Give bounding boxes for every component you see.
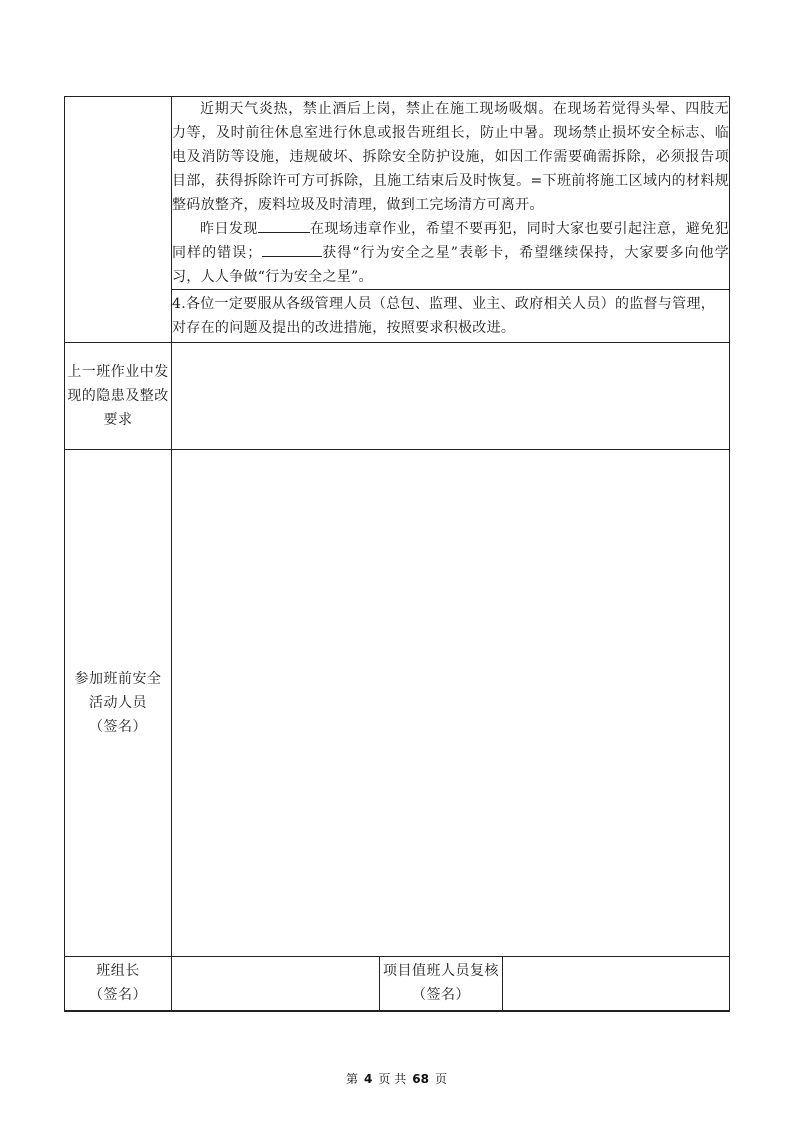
participants-row	[65, 450, 730, 957]
participants-label-line-3: （签名）	[89, 719, 147, 735]
notes-paragraph-2-c: 获得“行为安全之星”表彰卡，希望继续保持，大家要多向他学习，人人争做“行为安全之星”。	[172, 245, 729, 285]
notes-paragraph-1: 近期天气炎热，禁止酒后上岗，禁止在施工现场吸烟。在现场若觉得头晕、四肢无力等，及时前往休息室进行休息或报告班组长，防止中暑。现场禁止损坏安全标志、临电及消防等设施，违规破坏、拆除安全防护设施，如因工作需要确需拆除，必须报告项目部，获得拆除许可方可拆除，且施工结束后及时恢复。=下班前将施工区域内的材料规整码放整齐，废料垃圾及时清理，做到工完场清方可离开。	[172, 101, 729, 213]
safety-star-name-blank[interactable]	[262, 241, 322, 257]
notes-label-cell	[65, 97, 172, 343]
violator-name-blank[interactable]	[258, 217, 310, 233]
hazards-row	[65, 343, 730, 450]
page-footer	[0, 1070, 793, 1087]
participants-label-line-1: 参加班前安全	[74, 671, 162, 687]
notes-paragraph-2	[172, 217, 729, 289]
footer-total-pages: 68	[412, 1072, 429, 1086]
duty-label-line-1: 项目值班人员复核	[383, 963, 499, 980]
duty-label-line-2: （签名）	[412, 987, 470, 1004]
leader-signature-field[interactable]	[172, 957, 380, 1011]
participants-label-line-2: 活动人员	[89, 695, 147, 711]
footer-middle: 页 共	[378, 1072, 407, 1086]
duty-signature-field[interactable]	[503, 957, 730, 1011]
participants-signature-field[interactable]	[172, 450, 730, 957]
hazards-label: 上一班作业中发现的隐患及整改要求	[65, 343, 172, 450]
notes-content-cell	[172, 97, 730, 290]
leader-label-line-1: 班组长	[96, 963, 140, 980]
safety-briefing-form	[64, 96, 730, 1012]
duty-label	[380, 957, 503, 1011]
signature-row	[65, 957, 730, 1011]
hazards-field[interactable]	[172, 343, 730, 450]
notes-paragraph-2-b: 在现场违章作业，希望不要再犯，同时大家也要引起注意，避免犯同样的错误；	[172, 221, 730, 261]
footer-page-number: 4	[364, 1072, 373, 1086]
footer-prefix: 第	[346, 1072, 359, 1086]
notes-row	[65, 97, 730, 290]
item4-text: 4.各位一定要服从各级管理人员（总包、监理、业主、政府相关人员）的监督与管理，对存在的问题及提出的改进措施，按照要求积极改进。	[172, 290, 730, 343]
notes-paragraph-2-a: 昨日发现	[200, 221, 258, 237]
footer-suffix: 页	[434, 1072, 447, 1086]
leader-label	[65, 957, 172, 1011]
participants-label	[65, 450, 172, 957]
leader-label-line-2: （签名）	[89, 987, 147, 1004]
